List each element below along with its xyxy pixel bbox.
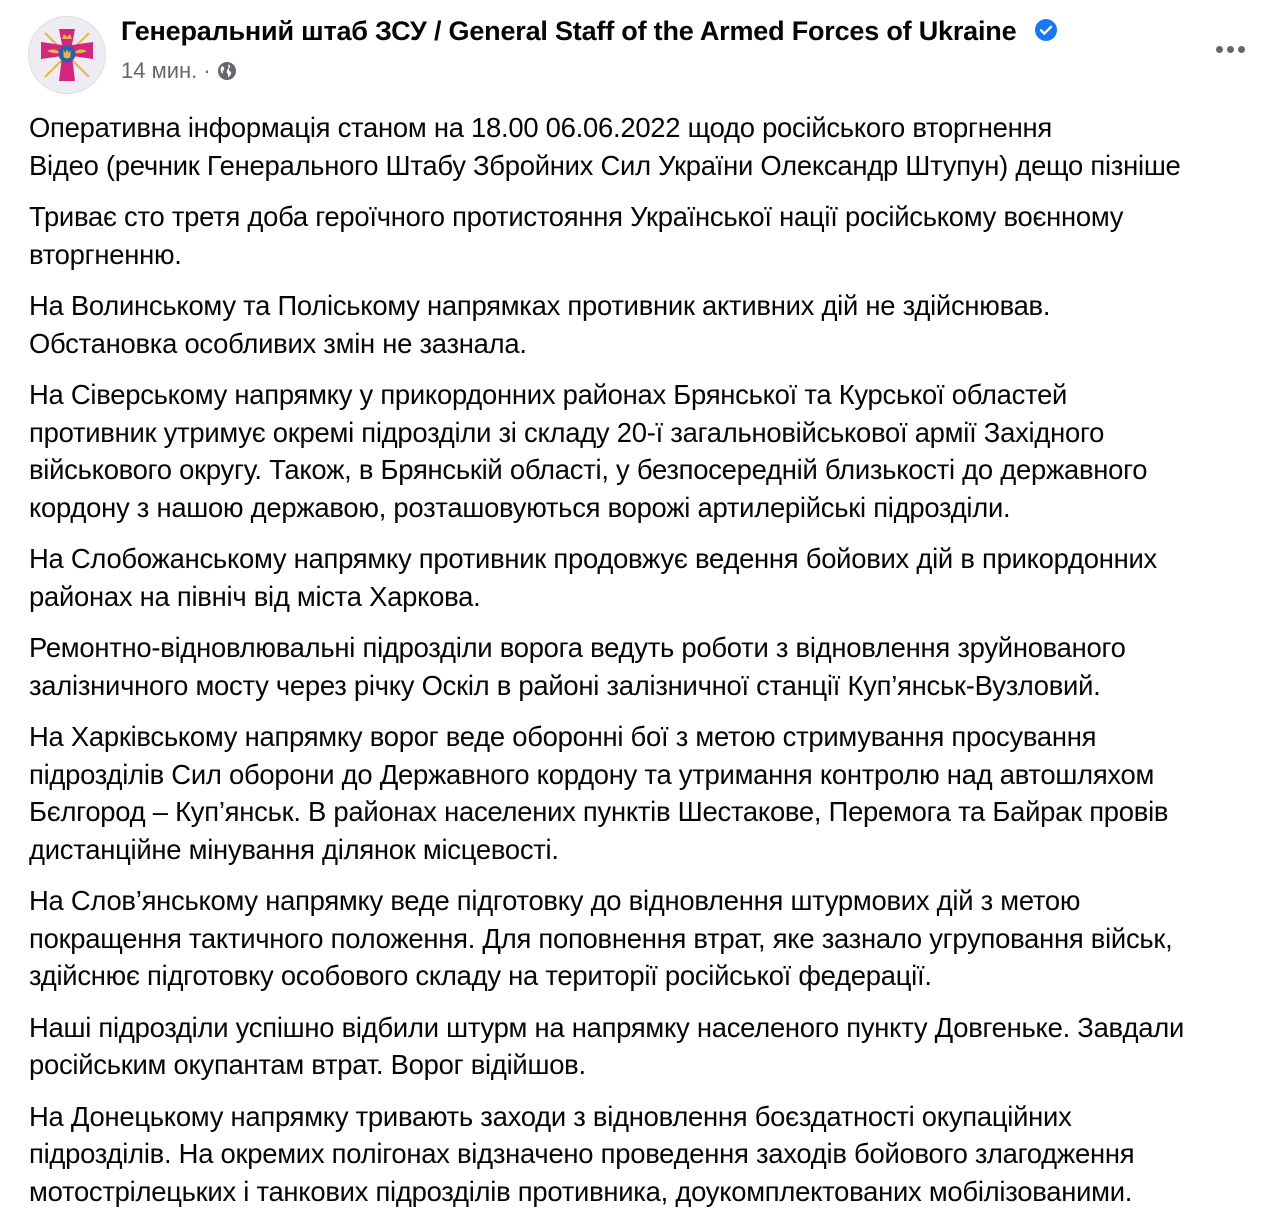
text-line: мотострілецьких і танкових підрозділів противника, доукомплектованих мобілізованими. [29, 1175, 1133, 1207]
military-cross-emblem-icon [29, 17, 105, 93]
text-line: Відео (речник Генерального Штабу Збройних Сил України Олександр Штупун) дещо пізніше [29, 149, 1181, 181]
verified-badge-icon [1034, 18, 1058, 42]
text-line: На Слов’янському напрямку веде підготовку до відновлення штурмових дій з метою [29, 885, 1081, 916]
text-line: На Сіверському напрямку у прикордонних районах Брянської та Курської областей [29, 379, 1068, 410]
post-paragraph [29, 882, 1259, 995]
meta-separator: · [203, 58, 211, 83]
post-options-button[interactable] [1210, 34, 1250, 64]
post-timestamp[interactable]: 14 мин. [121, 58, 198, 83]
text-line: військового округу. Також, в Брянській області, у безпосередній близькості до державного [29, 454, 1148, 485]
text-line: На Слобожанському напрямку противник продовжує ведення бойових дій в прикордонних [29, 543, 1157, 574]
post-text [29, 109, 1259, 1224]
text-line: Оперативна інформація станом на 18.00 06.06.2022 щодо російського вторгнення [29, 112, 1052, 143]
post-paragraph [29, 287, 1259, 362]
text-line: районах на північ від міста Харкова. [29, 580, 481, 612]
post-paragraph [29, 629, 1259, 704]
more-horizontal-icon [1216, 46, 1223, 53]
text-line: підрозділів Сил оборони до Державного кордону та утримання контролю над автошляхом [29, 758, 1155, 790]
post-paragraph [29, 109, 1259, 184]
text-line: На Волинському та Поліському напрямках противник активних дій не здійснював. [29, 290, 1051, 321]
more-horizontal-icon [1227, 46, 1234, 53]
text-line: здійснює підготовку особового складу на території російської федерації. [29, 960, 932, 991]
post-meta [121, 58, 237, 84]
post-paragraph [29, 1098, 1259, 1211]
post-paragraph [29, 376, 1259, 526]
post-paragraph [29, 198, 1259, 273]
post-paragraph [29, 1009, 1259, 1084]
post-header [0, 0, 1280, 100]
page-avatar[interactable] [28, 16, 106, 94]
more-horizontal-icon [1238, 46, 1245, 53]
text-line: Триває сто третя доба героїчного протистояння Української нації російському воєнному [29, 201, 1124, 232]
text-line: вторгненню. [29, 238, 182, 270]
text-line: Наші підрозділи успішно відбили штурм на напрямку населеного пункту Довгеньке. Завдали [29, 1011, 1185, 1043]
text-line: залізничного мосту через річку Оскіл в районі залізничної станції Куп’янськ-Вузловий. [29, 669, 1101, 701]
globe-icon[interactable] [217, 61, 237, 81]
text-line: На Донецькому напрямку тривають заходи з відновлення боєздатності окупаційних [29, 1100, 1072, 1132]
text-line: Бєлгород – Куп’янськ. В районах населених пунктів Шестакове, Перемога та Байрак провів [29, 796, 1169, 827]
text-line: противник утримує окремі підрозділи зі складу 20-ї загальновійськової армії Західного [29, 416, 1105, 448]
post-paragraph [29, 540, 1259, 615]
text-line: підрозділів. На окремих полігонах відзначено проведення заходів бойового злагодження [29, 1138, 1135, 1169]
post-paragraph [29, 718, 1259, 868]
text-line: кордону з нашою державою, розташовуються ворожі артилерійські підрозділи. [29, 491, 1011, 523]
text-line: російським окупантам втрат. Ворог відійшов. [29, 1049, 586, 1080]
text-line: покращення тактичного положення. Для поповнення втрат, яке зазнало угруповання військ, [29, 922, 1173, 954]
author-name-text[interactable]: Генеральний штаб ЗСУ / General Staff of the Armed Forces of Ukraine [121, 16, 1017, 46]
author-name[interactable] [121, 16, 1058, 47]
text-line: дистанційне мінування ділянок місцевості. [29, 833, 559, 865]
text-line: На Харківському напрямку ворог веде оборонні бої з метою стримування просування [29, 721, 1097, 752]
text-line: Обстановка особливих змін не зазнала. [29, 327, 527, 359]
text-line: Ремонтно-відновлювальні підрозділи ворога ведуть роботи з відновлення зруйнованого [29, 632, 1126, 663]
